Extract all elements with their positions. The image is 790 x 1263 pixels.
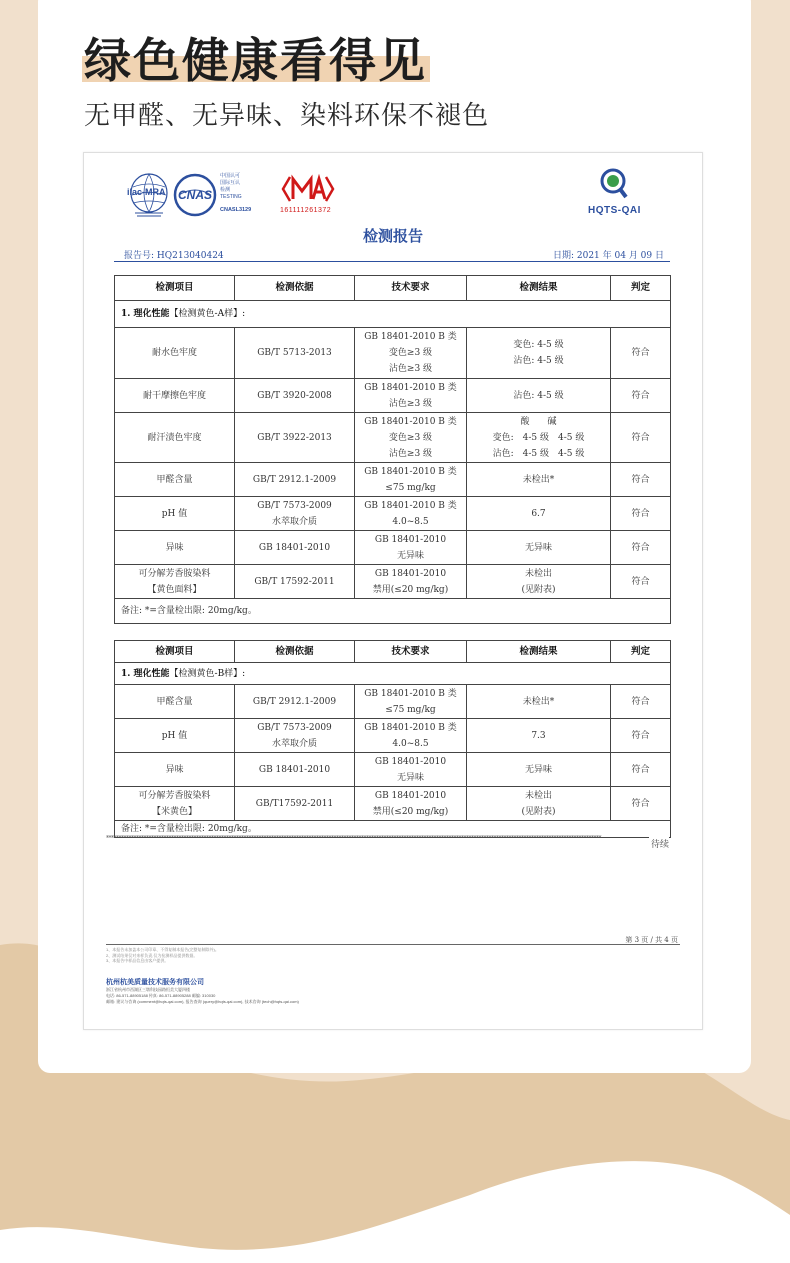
- cell-verdict: 符合: [611, 685, 671, 719]
- fine-print: 1、本报告未加盖本公司印章、不得复制本报告(完整复制除外)。 2、测试结果仅对来样负责,仅为检测样品提供数据。 3、本报告中样品信息由客户提供。: [106, 947, 219, 963]
- cma-number: 161111261372: [280, 207, 332, 214]
- col-header: 检测项目: [115, 276, 235, 301]
- cell-result: 沾色: 4-5 级: [467, 379, 611, 413]
- note-row: [115, 599, 671, 624]
- hqts-magnifier-icon: [600, 167, 628, 203]
- cell-requirement: GB 18401-2010 无异味: [355, 531, 467, 565]
- table-row: [115, 531, 671, 565]
- cell-verdict: 符合: [611, 413, 671, 463]
- cell-result: 变色: 4-5 级 沾色: 4-5 级: [467, 328, 611, 379]
- cell-requirement: GB 18401-2010 禁用(≤20 mg/kg): [355, 787, 467, 821]
- cell-basis: GB/T 2912.1-2009: [235, 685, 355, 719]
- cell-result: 未检出*: [467, 463, 611, 497]
- table-row: [115, 497, 671, 531]
- hqts-logo: HQTS-QAI: [588, 205, 641, 216]
- table-row: [115, 787, 671, 821]
- cell-item: 异味: [115, 753, 235, 787]
- cell-result: 无异味: [467, 753, 611, 787]
- col-header: 技术要求: [355, 276, 467, 301]
- cell-verdict: 符合: [611, 497, 671, 531]
- test-report-document: [83, 152, 703, 1030]
- cell-result: 无异味: [467, 531, 611, 565]
- cell-result: 7.3: [467, 719, 611, 753]
- cell-item: 可分解芳香胺染料 【米黄色】: [115, 787, 235, 821]
- cnas-caption: 中国认可 国际互认 检测 TESTING: [220, 173, 242, 200]
- table-row: [115, 413, 671, 463]
- cell-result: 未检出 (见附表): [467, 565, 611, 599]
- col-header: 判定: [611, 276, 671, 301]
- report-title: 检测报告: [362, 227, 423, 245]
- cell-verdict: 符合: [611, 379, 671, 413]
- cell-verdict: 符合: [611, 719, 671, 753]
- footer-divider: [106, 944, 680, 945]
- cell-basis: GB/T 3920-2008: [235, 379, 355, 413]
- cell-item: 耐水色牢度: [115, 328, 235, 379]
- cell-requirement: GB 18401-2010 B 类 ≤75 mg/kg: [355, 685, 467, 719]
- cell-result: 6.7: [467, 497, 611, 531]
- cell-basis: GB/T 7573-2009 水萃取介质: [235, 719, 355, 753]
- table-note: 备注: *=含量检出限: 20mg/kg。: [115, 599, 671, 624]
- cell-basis: GB/T 3922-2013: [235, 413, 355, 463]
- col-header: 检测依据: [235, 641, 355, 663]
- page-subtitle: 无甲醛、无异味、染料环保不褪色: [84, 101, 490, 131]
- section-row: [115, 301, 671, 328]
- cell-basis: GB 18401-2010: [235, 531, 355, 565]
- table-row: [115, 328, 671, 379]
- section-row: [115, 663, 671, 685]
- cnas-number: CNASL3129: [220, 207, 252, 213]
- col-header: 判定: [611, 641, 671, 663]
- cell-requirement: GB 18401-2010 B 类 变色≥3 级 沾色≥3 级: [355, 328, 467, 379]
- cell-result: 未检出*: [467, 685, 611, 719]
- cell-item: 可分解芳香胺染料 【黄色面料】: [115, 565, 235, 599]
- table-row: [115, 463, 671, 497]
- col-header: 技术要求: [355, 641, 467, 663]
- cell-verdict: 符合: [611, 787, 671, 821]
- results-table-a: [114, 275, 671, 624]
- company-name: 杭州杭美质量技术服务有限公司: [106, 979, 204, 986]
- results-table-b: [114, 640, 671, 838]
- report-date: 日期: 2021 年 04 月 09 日: [552, 251, 664, 261]
- cell-item: 甲醛含量: [115, 685, 235, 719]
- cell-item: pH 值: [115, 719, 235, 753]
- header-divider: [114, 261, 670, 262]
- cell-basis: GB/T17592-2011: [235, 787, 355, 821]
- cell-verdict: 符合: [611, 531, 671, 565]
- cell-requirement: GB 18401-2010 B 类 4.0~8.5: [355, 719, 467, 753]
- col-header: 检测项目: [115, 641, 235, 663]
- cell-item: 甲醛含量: [115, 463, 235, 497]
- cnas-logo-icon: [173, 173, 217, 217]
- cell-basis: GB/T 7573-2009 水萃取介质: [235, 497, 355, 531]
- col-header: 检测结果: [467, 276, 611, 301]
- cell-item: 异味: [115, 531, 235, 565]
- section-label: 1. 理化性能【检测黄色-B样】:: [115, 663, 671, 685]
- col-header: 检测依据: [235, 276, 355, 301]
- cell-requirement: GB 18401-2010 B 类 ≤75 mg/kg: [355, 463, 467, 497]
- cell-item: 耐汗渍色牢度: [115, 413, 235, 463]
- company-contact: 浙江省杭州市西湖区三墩科技园路恒美大厦四楼 电话: 86-571-88905188 传真: 86-571-88905288 邮编: 310030 邮箱: 建议与咨询 (comment@hqts-qai.com), 报告查询 (query@hqts-qai.com), 技术咨询 (tech@hqts-qai.com): [106, 987, 299, 1004]
- svg-text:CNAS: CNAS: [177, 188, 213, 202]
- cell-verdict: 符合: [611, 565, 671, 599]
- table-header-row: [115, 276, 671, 301]
- table-note: 备注: *=含量检出限: 20mg/kg。: [115, 821, 671, 838]
- table-row: [115, 753, 671, 787]
- cell-item: pH 值: [115, 497, 235, 531]
- cell-result: 酸 碱 变色: 4-5 级 4-5 级 沾色: 4-5 级 4-5 级: [467, 413, 611, 463]
- cell-basis: GB/T 2912.1-2009: [235, 463, 355, 497]
- col-header: 检测结果: [467, 641, 611, 663]
- table-row: [115, 685, 671, 719]
- cell-requirement: GB 18401-2010 禁用(≤20 mg/kg): [355, 565, 467, 599]
- cell-basis: GB/T 17592-2011: [235, 565, 355, 599]
- cell-requirement: GB 18401-2010 B 类 沾色≥3 级: [355, 379, 467, 413]
- section-label: 1. 理化性能【检测黄色-A样】:: [115, 301, 671, 328]
- cell-basis: GB/T 5713-2013: [235, 328, 355, 379]
- cell-requirement: GB 18401-2010 B 类 变色≥3 级 沾色≥3 级: [355, 413, 467, 463]
- table-row: [115, 565, 671, 599]
- page-number: 第 3 页 / 共 4 页: [625, 936, 678, 944]
- cell-result: 未检出 (见附表): [467, 787, 611, 821]
- continued-label: 待续: [649, 837, 669, 850]
- table-header-row: [115, 641, 671, 663]
- cell-verdict: 符合: [611, 463, 671, 497]
- ilac-mra-logo: ilac-MRA: [127, 187, 166, 197]
- table-row: [115, 379, 671, 413]
- cell-item: 耐干摩擦色牢度: [115, 379, 235, 413]
- cell-verdict: 符合: [611, 753, 671, 787]
- continuation-dots: ******************************************************************************************************************************************************************************************************: [106, 835, 601, 842]
- report-number: 报告号: HQ213040424: [124, 251, 224, 261]
- cell-verdict: 符合: [611, 328, 671, 379]
- table-row: [115, 719, 671, 753]
- cma-logo-icon: [280, 173, 336, 205]
- cell-requirement: GB 18401-2010 无异味: [355, 753, 467, 787]
- page-title: 绿色健康看得见: [84, 34, 427, 89]
- cell-requirement: GB 18401-2010 B 类 4.0~8.5: [355, 497, 467, 531]
- cell-basis: GB 18401-2010: [235, 753, 355, 787]
